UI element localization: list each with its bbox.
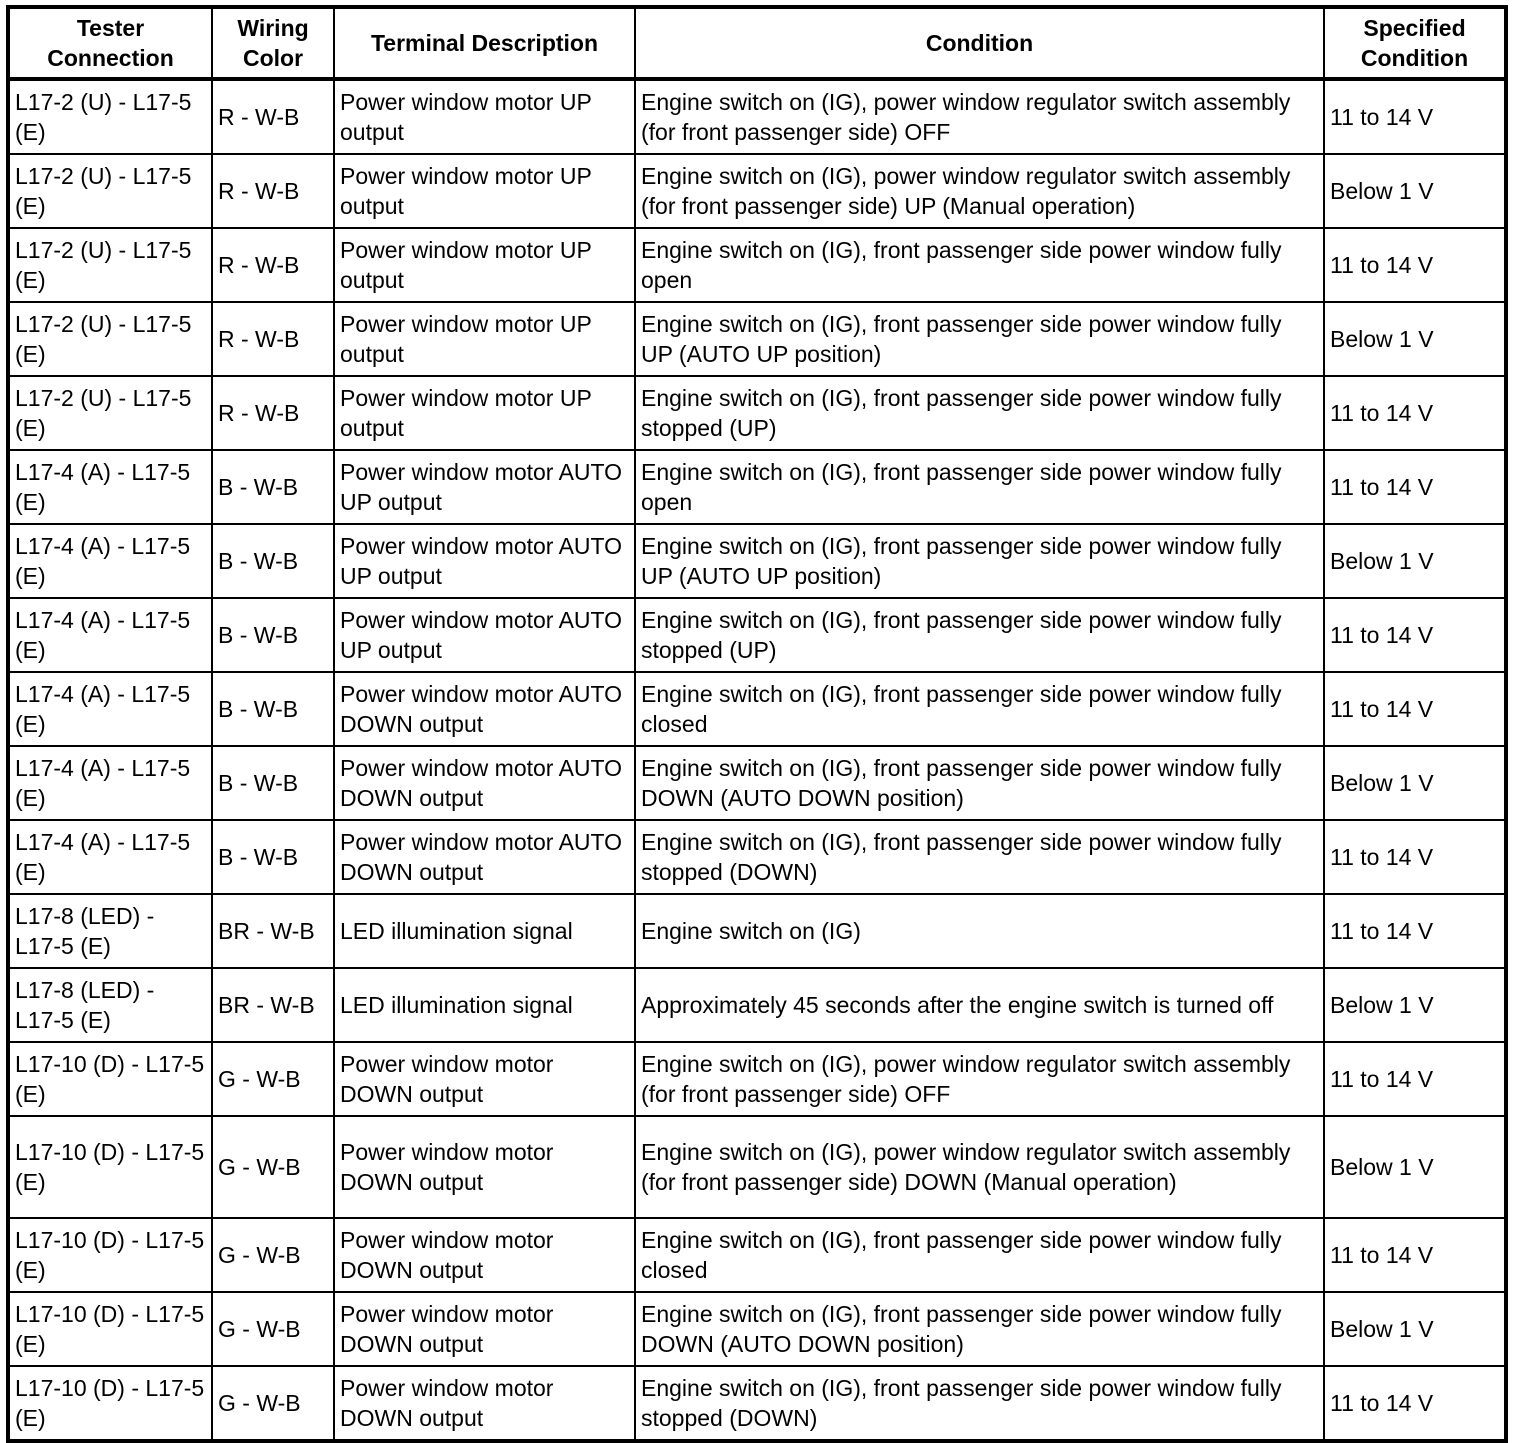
table-row (8, 672, 1506, 746)
wiring-color-cell: G - W-B (212, 1116, 334, 1218)
terminal-description-cell: Power window motor AUTO DOWN output (334, 820, 635, 894)
wiring-color-cell: B - W-B (212, 450, 334, 524)
condition-cell: Engine switch on (IG), front passenger side power window fully DOWN (AUTO DOWN position) (635, 746, 1324, 820)
condition-cell: Engine switch on (IG), power window regulator switch assembly (for front passenger side) OFF (635, 1042, 1324, 1116)
terminal-description-cell: Power window motor DOWN output (334, 1116, 635, 1218)
condition-cell: Engine switch on (IG), power window regulator switch assembly (for front passenger side) DOWN (Manual operation) (635, 1116, 1324, 1218)
table-row (8, 524, 1506, 598)
terminal-description-cell: LED illumination signal (334, 968, 635, 1042)
header-tester-connection: Tester Connection (8, 7, 212, 79)
specified-condition-cell: Below 1 V (1324, 1116, 1506, 1218)
condition-cell: Engine switch on (IG), front passenger side power window fully UP (AUTO UP position) (635, 524, 1324, 598)
table-row (8, 79, 1506, 154)
table-row (8, 376, 1506, 450)
terminal-description-cell: Power window motor AUTO UP output (334, 598, 635, 672)
specified-condition-cell: Below 1 V (1324, 1292, 1506, 1366)
tester-connection-cell: L17-2 (U) - L17-5 (E) (8, 376, 212, 450)
tester-connection-cell: L17-2 (U) - L17-5 (E) (8, 154, 212, 228)
condition-cell: Engine switch on (IG), front passenger side power window fully stopped (DOWN) (635, 1366, 1324, 1441)
terminal-description-cell: Power window motor AUTO UP output (334, 450, 635, 524)
table-row (8, 894, 1506, 968)
table-row (8, 968, 1506, 1042)
tester-connection-cell: L17-4 (A) - L17-5 (E) (8, 820, 212, 894)
table-row (8, 302, 1506, 376)
tester-connection-cell: L17-10 (D) - L17-5 (E) (8, 1042, 212, 1116)
tester-connection-cell: L17-2 (U) - L17-5 (E) (8, 79, 212, 154)
specified-condition-cell: 11 to 14 V (1324, 376, 1506, 450)
tester-connection-cell: L17-4 (A) - L17-5 (E) (8, 524, 212, 598)
wiring-color-cell: B - W-B (212, 820, 334, 894)
specified-condition-cell: 11 to 14 V (1324, 1366, 1506, 1441)
specified-condition-cell: 11 to 14 V (1324, 598, 1506, 672)
wiring-color-cell: G - W-B (212, 1042, 334, 1116)
terminal-description-cell: Power window motor DOWN output (334, 1292, 635, 1366)
wiring-color-cell: BR - W-B (212, 894, 334, 968)
wiring-color-cell: BR - W-B (212, 968, 334, 1042)
wiring-color-cell: B - W-B (212, 746, 334, 820)
table-row (8, 1042, 1506, 1116)
specified-condition-cell: 11 to 14 V (1324, 1042, 1506, 1116)
wiring-color-cell: G - W-B (212, 1366, 334, 1441)
condition-cell: Engine switch on (IG), front passenger side power window fully stopped (UP) (635, 376, 1324, 450)
table-row (8, 154, 1506, 228)
tester-connection-cell: L17-8 (LED) - L17-5 (E) (8, 968, 212, 1042)
tester-connection-cell: L17-2 (U) - L17-5 (E) (8, 302, 212, 376)
specified-condition-cell: Below 1 V (1324, 968, 1506, 1042)
tester-connection-cell: L17-4 (A) - L17-5 (E) (8, 598, 212, 672)
condition-cell: Engine switch on (IG), power window regulator switch assembly (for front passenger side) UP (Manual operation) (635, 154, 1324, 228)
terminal-spec-table (6, 5, 1508, 1443)
terminal-description-cell: Power window motor DOWN output (334, 1218, 635, 1292)
wiring-color-cell: R - W-B (212, 376, 334, 450)
terminal-description-cell: Power window motor UP output (334, 154, 635, 228)
table-row (8, 746, 1506, 820)
table-row (8, 450, 1506, 524)
specified-condition-cell: 11 to 14 V (1324, 79, 1506, 154)
wiring-color-cell: R - W-B (212, 154, 334, 228)
specified-condition-cell: 11 to 14 V (1324, 820, 1506, 894)
table-row (8, 598, 1506, 672)
tester-connection-cell: L17-4 (A) - L17-5 (E) (8, 450, 212, 524)
table-body (8, 79, 1506, 1441)
specified-condition-cell: Below 1 V (1324, 302, 1506, 376)
tester-connection-cell: L17-4 (A) - L17-5 (E) (8, 746, 212, 820)
specified-condition-cell: 11 to 14 V (1324, 672, 1506, 746)
terminal-description-cell: Power window motor UP output (334, 228, 635, 302)
header-wiring-color: Wiring Color (212, 7, 334, 79)
terminal-description-cell: Power window motor AUTO DOWN output (334, 746, 635, 820)
table-row (8, 1116, 1506, 1218)
condition-cell: Engine switch on (IG), front passenger side power window fully stopped (DOWN) (635, 820, 1324, 894)
condition-cell: Engine switch on (IG), front passenger side power window fully closed (635, 672, 1324, 746)
wiring-color-cell: G - W-B (212, 1292, 334, 1366)
header-condition: Condition (635, 7, 1324, 79)
terminal-description-cell: LED illumination signal (334, 894, 635, 968)
terminal-description-cell: Power window motor UP output (334, 302, 635, 376)
tester-connection-cell: L17-4 (A) - L17-5 (E) (8, 672, 212, 746)
terminal-description-cell: Power window motor UP output (334, 79, 635, 154)
condition-cell: Engine switch on (IG) (635, 894, 1324, 968)
condition-cell: Engine switch on (IG), front passenger side power window fully stopped (UP) (635, 598, 1324, 672)
wiring-color-cell: B - W-B (212, 672, 334, 746)
wiring-color-cell: B - W-B (212, 598, 334, 672)
specified-condition-cell: 11 to 14 V (1324, 1218, 1506, 1292)
tester-connection-cell: L17-2 (U) - L17-5 (E) (8, 228, 212, 302)
specified-condition-cell: Below 1 V (1324, 524, 1506, 598)
condition-cell: Engine switch on (IG), front passenger side power window fully open (635, 450, 1324, 524)
tester-connection-cell: L17-10 (D) - L17-5 (E) (8, 1116, 212, 1218)
condition-cell: Engine switch on (IG), power window regulator switch assembly (for front passenger side) OFF (635, 79, 1324, 154)
table-row (8, 228, 1506, 302)
tester-connection-cell: L17-10 (D) - L17-5 (E) (8, 1292, 212, 1366)
wiring-color-cell: G - W-B (212, 1218, 334, 1292)
terminal-description-cell: Power window motor DOWN output (334, 1366, 635, 1441)
table-row (8, 820, 1506, 894)
wiring-color-cell: R - W-B (212, 302, 334, 376)
terminal-description-cell: Power window motor UP output (334, 376, 635, 450)
header-terminal-description: Terminal Description (334, 7, 635, 79)
condition-cell: Engine switch on (IG), front passenger side power window fully closed (635, 1218, 1324, 1292)
specified-condition-cell: 11 to 14 V (1324, 894, 1506, 968)
specified-condition-cell: Below 1 V (1324, 154, 1506, 228)
tester-connection-cell: L17-10 (D) - L17-5 (E) (8, 1218, 212, 1292)
tester-connection-cell: L17-10 (D) - L17-5 (E) (8, 1366, 212, 1441)
specified-condition-cell: 11 to 14 V (1324, 228, 1506, 302)
terminal-description-cell: Power window motor DOWN output (334, 1042, 635, 1116)
table-row (8, 1366, 1506, 1441)
condition-cell: Engine switch on (IG), front passenger side power window fully open (635, 228, 1324, 302)
wiring-color-cell: R - W-B (212, 228, 334, 302)
table-row (8, 1218, 1506, 1292)
specified-condition-cell: Below 1 V (1324, 746, 1506, 820)
specified-condition-cell: 11 to 14 V (1324, 450, 1506, 524)
condition-cell: Engine switch on (IG), front passenger side power window fully DOWN (AUTO DOWN position) (635, 1292, 1324, 1366)
wiring-color-cell: B - W-B (212, 524, 334, 598)
header-specified-condition: Specified Condition (1324, 7, 1506, 79)
tester-connection-cell: L17-8 (LED) - L17-5 (E) (8, 894, 212, 968)
condition-cell: Approximately 45 seconds after the engine switch is turned off (635, 968, 1324, 1042)
wiring-color-cell: R - W-B (212, 79, 334, 154)
terminal-description-cell: Power window motor AUTO DOWN output (334, 672, 635, 746)
terminal-description-cell: Power window motor AUTO UP output (334, 524, 635, 598)
header-row (8, 7, 1506, 79)
table-row (8, 1292, 1506, 1366)
condition-cell: Engine switch on (IG), front passenger side power window fully UP (AUTO UP position) (635, 302, 1324, 376)
